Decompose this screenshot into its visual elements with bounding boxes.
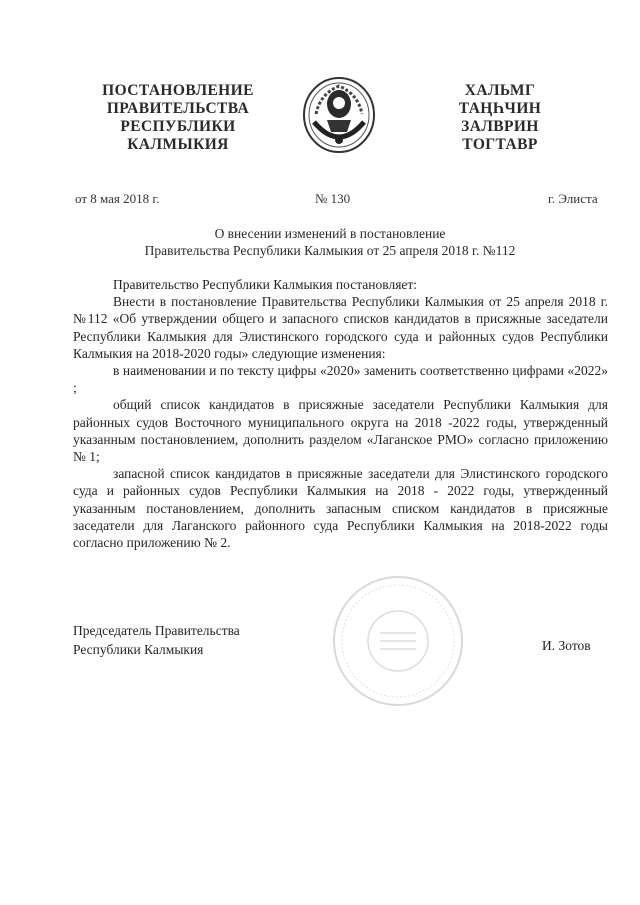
header-left-block [98, 82, 258, 154]
document-number: № 130 [315, 191, 351, 206]
signature-position-line: Председатель Правительства [73, 623, 240, 638]
signature-position [73, 621, 240, 659]
header-left-line: ПРАВИТЕЛЬСТВА [106, 100, 250, 117]
title-line: Правительства Республики Калмыкия от 25 апреля 2018 г. №112 [144, 243, 516, 258]
document-date: от 8 мая 2018 г. [75, 191, 160, 206]
document-title [60, 225, 600, 259]
body-paragraph: общий список кандидатов в присяжные заседатели Республики Калмыкия для районных судов Восточного муниципального округа на 2018 -2022 годы, утвержденный указанным постановлением, дополнить разделом «Лаганское РМО» согласно приложению № 1; [73, 397, 608, 465]
document-city: г. Элиста [548, 191, 598, 206]
header-right-line: ТАҢҺЧИН [458, 100, 542, 117]
header-left-line: КАЛМЫКИЯ [127, 136, 229, 153]
header-left-line: РЕСПУБЛИКИ [120, 118, 236, 135]
header-right-line: ЗАЛВРИН [461, 118, 539, 135]
header-right-block [440, 82, 560, 154]
signature-position-line: Республики Калмыкия [73, 642, 204, 657]
header-right-line: ТОГТАВР [462, 136, 538, 153]
signatory-name: И. Зотов [542, 638, 591, 653]
body-paragraph: в наименовании и по тексту цифры «2020» заменить соответственно цифрами «2022» ; [73, 363, 608, 396]
header-right-line: ХАЛЬМГ [464, 82, 536, 99]
body-paragraph: запасной список кандидатов в присяжные заседатели для Элистинского городского суда и районных судов Республики Калмыкия на 2018 - 2022 годы, утвержденный указанным постановлением, дополнить запасным списком кандидатов в присяжные заседатели для Лаганского районного суда Республики Калмыкия на 2018-2022 годы согласно приложению № 2. [73, 466, 608, 551]
title-line: О внесении изменений в постановление [214, 226, 446, 241]
coat-of-arms-icon [300, 74, 378, 156]
body-paragraph: Внести в постановление Правительства Республики Калмыкия от 25 апреля 2018 г. №112 «Об утверждении общего и запасного списков кандидатов в присяжные заседатели Республики Калмыкия для Элистинского городского суда и районных судов Республики Калмыкия на 2018-2020 годы» следующие изменения: [73, 294, 608, 361]
document-body [73, 276, 608, 551]
body-paragraph: Правительство Республики Калмыкия постановляет: [113, 277, 418, 292]
header-left-line: ПОСТАНОВЛЕНИЕ [102, 82, 254, 99]
official-seal-stamp [330, 573, 466, 709]
